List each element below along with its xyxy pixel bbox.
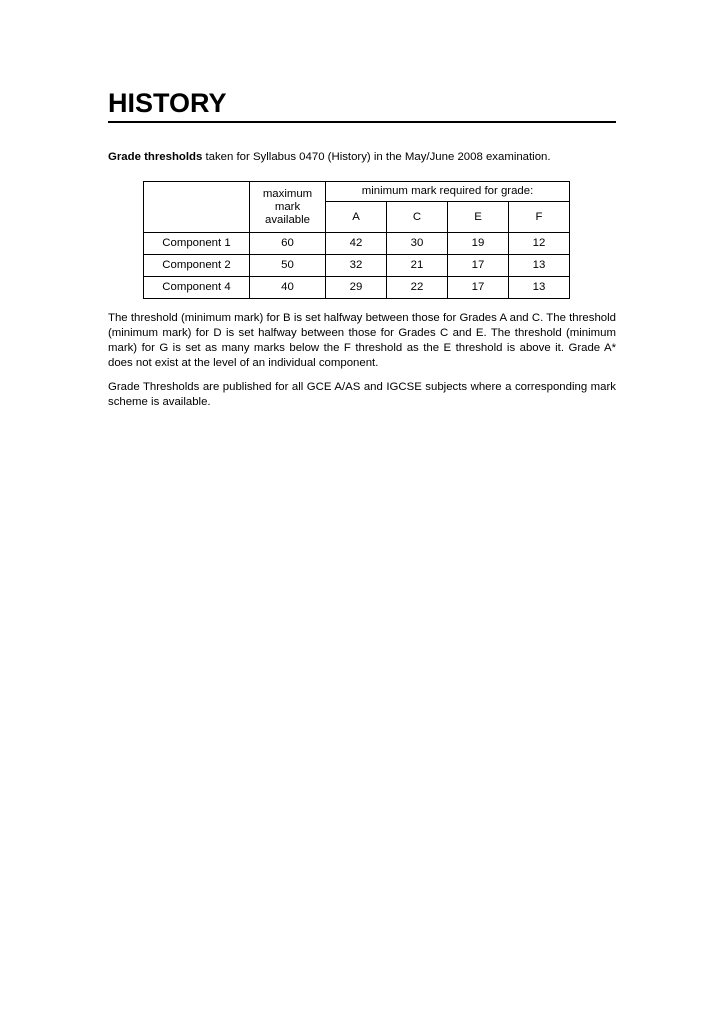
table-row — [144, 233, 570, 255]
max-mark-cell: 40 — [250, 277, 326, 299]
max-mark-header — [250, 182, 326, 233]
max-mark-header-line: mark — [274, 200, 301, 213]
intro-bold-lead: Grade thresholds — [108, 151, 203, 163]
component-label: Component 2 — [144, 255, 250, 277]
intro-text: taken for Syllabus 0470 (History) in the May/June 2008 examination. — [202, 151, 551, 163]
threshold-cell: 17 — [448, 255, 509, 277]
threshold-cell: 29 — [326, 277, 387, 299]
threshold-cell: 30 — [387, 233, 448, 255]
threshold-cell: 32 — [326, 255, 387, 277]
max-mark-header-line: maximum — [262, 187, 313, 200]
grade-header-cell: E — [448, 202, 509, 233]
table-row — [144, 255, 570, 277]
table-row — [144, 277, 570, 299]
threshold-explanation-paragraph: The threshold (minimum mark) for B is set halfway between those for Grades A and C. The threshold (minimum mark) for D is set halfway between those for Grades C and E. The threshold (minimum mark) for G is set as many marks below the F threshold as the E threshold is above it. Grade A* does not exist at the level of an individual component. — [108, 312, 616, 369]
publication-note-paragraph: Grade Thresholds are published for all GCE A/AS and IGCSE subjects where a corresponding mark scheme is available. — [108, 381, 616, 408]
component-label: Component 4 — [144, 277, 250, 299]
threshold-cell: 42 — [326, 233, 387, 255]
threshold-cell: 19 — [448, 233, 509, 255]
grade-header-cell: C — [387, 202, 448, 233]
grade-thresholds-table — [143, 181, 570, 299]
page-title: HISTORY — [108, 88, 227, 118]
title-underline — [108, 121, 616, 123]
threshold-cell: 13 — [509, 255, 570, 277]
component-label: Component 1 — [144, 233, 250, 255]
threshold-cell: 13 — [509, 277, 570, 299]
threshold-cell: 17 — [448, 277, 509, 299]
grade-header-cell: A — [326, 202, 387, 233]
max-mark-header-line: available — [265, 213, 310, 226]
min-mark-header: minimum mark required for grade: — [326, 182, 570, 202]
grade-header-cell: F — [509, 202, 570, 233]
intro-sentence — [108, 150, 628, 165]
threshold-cell: 22 — [387, 277, 448, 299]
table-header-row — [144, 182, 570, 202]
threshold-cell: 12 — [509, 233, 570, 255]
max-mark-cell: 60 — [250, 233, 326, 255]
max-mark-cell: 50 — [250, 255, 326, 277]
threshold-cell: 21 — [387, 255, 448, 277]
table-corner-cell — [144, 182, 250, 233]
